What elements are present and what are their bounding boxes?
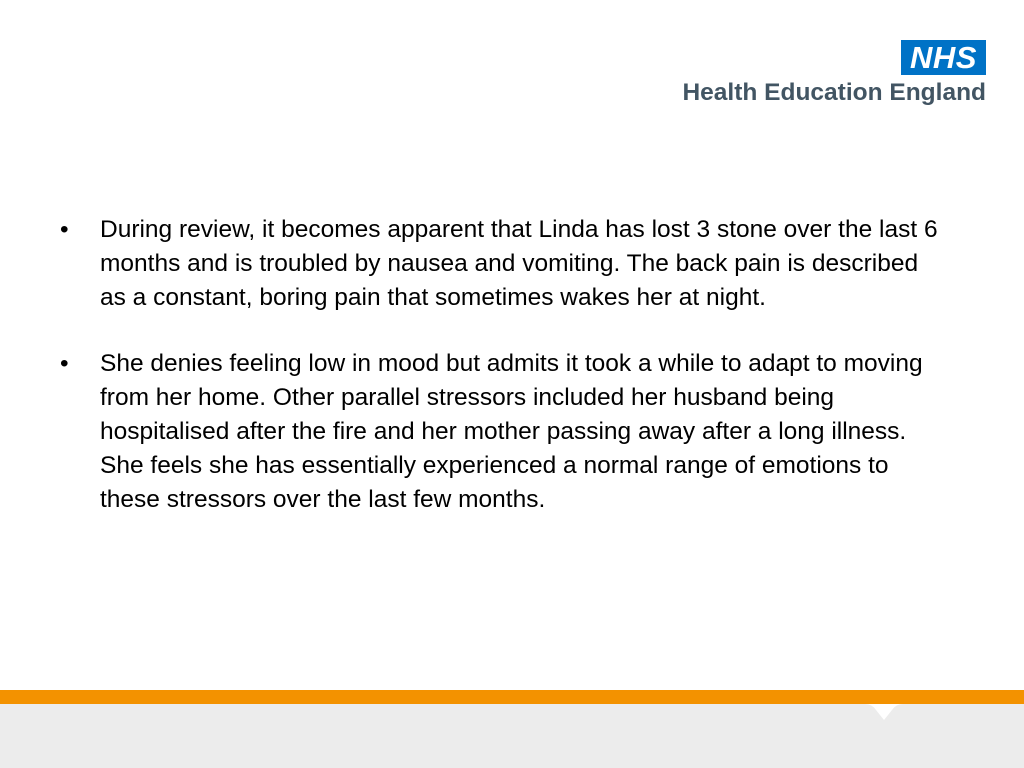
bullet-text: She denies feeling low in mood but admits it took a while to adapt to moving from her home. Other parallel stressors included her husband being hospitalised after the fire and her mother passing away after a long illness. She feels she has essentially experienced a normal range of emotions to these stressors over the last few months. (100, 349, 923, 514)
nhs-hee-logo (634, 40, 986, 112)
bullet-text: During review, it becomes apparent that Linda has lost 3 stone over the last 6 months and is troubled by nausea and vomiting. The back pain is described as a constant, boring pain that sometimes wakes her at night. (100, 216, 938, 312)
organisation-name: Health Education England (682, 79, 986, 106)
bullet-item (58, 213, 938, 316)
bullet-item (58, 347, 938, 518)
footer-orange-stripe (0, 690, 1024, 704)
bullet-marker: • (60, 216, 69, 243)
slide-bullet-list (58, 213, 938, 549)
footer-grey-panel (0, 704, 1024, 768)
footer-band (0, 690, 1024, 768)
nhs-logo-badge: NHS (901, 40, 986, 75)
bullet-marker: • (60, 349, 69, 377)
